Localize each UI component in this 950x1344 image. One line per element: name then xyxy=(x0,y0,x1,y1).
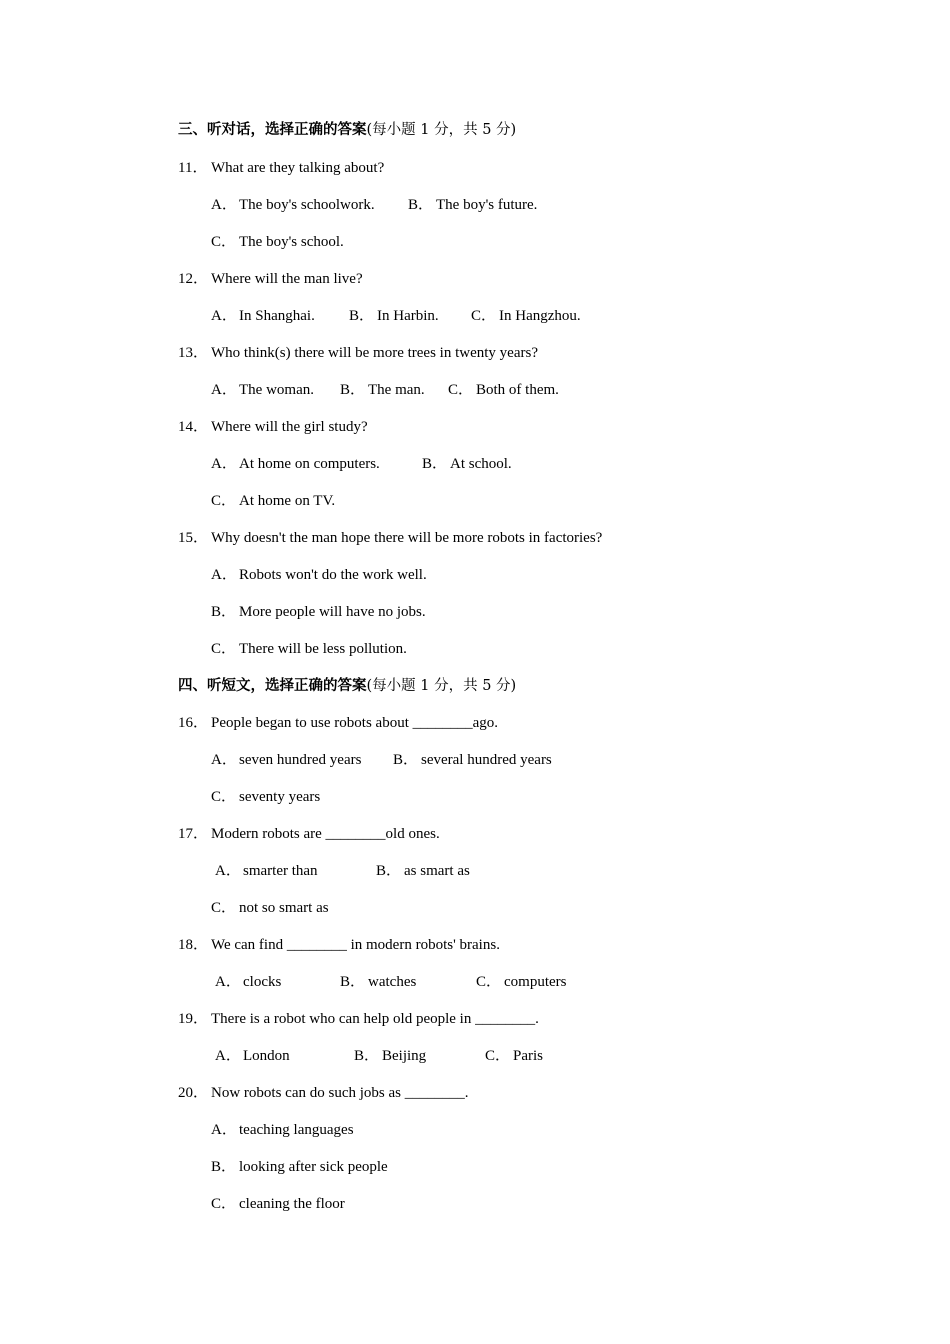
option-20-b[interactable] xyxy=(211,1157,388,1177)
option-letter: A． xyxy=(211,197,237,213)
question-11 xyxy=(178,158,384,178)
option-text: At home on TV. xyxy=(239,493,336,509)
option-text: computers xyxy=(504,974,567,990)
option-text: In Shanghai. xyxy=(239,308,315,324)
option-12-b[interactable] xyxy=(349,306,439,326)
option-16-a[interactable] xyxy=(211,750,361,770)
option-18-a[interactable] xyxy=(215,972,281,992)
question-number: 14． xyxy=(178,419,209,435)
option-letter: A． xyxy=(211,752,237,768)
option-16-c[interactable] xyxy=(211,787,320,807)
question-number: 15． xyxy=(178,530,209,546)
option-12-c[interactable] xyxy=(471,306,581,326)
option-text: smarter than xyxy=(243,863,318,879)
question-20 xyxy=(178,1083,468,1103)
option-18-b[interactable] xyxy=(340,972,416,992)
question-13 xyxy=(178,343,538,363)
question-number: 20． xyxy=(178,1085,209,1101)
option-text: cleaning the floor xyxy=(239,1196,345,1212)
question-text: Modern robots are ________old ones. xyxy=(211,826,440,842)
option-text: several hundred years xyxy=(421,752,552,768)
question-number: 19． xyxy=(178,1011,209,1027)
option-letter: A． xyxy=(215,974,241,990)
question-number: 11． xyxy=(178,160,208,176)
option-text: The man. xyxy=(368,382,425,398)
option-text: There will be less pollution. xyxy=(239,641,407,657)
option-12-a[interactable] xyxy=(211,306,315,326)
option-text: Beijing xyxy=(382,1048,427,1064)
question-14 xyxy=(178,417,368,437)
option-14-b[interactable] xyxy=(422,454,512,474)
option-letter: C． xyxy=(211,493,237,509)
option-20-c[interactable] xyxy=(211,1194,345,1214)
option-text: The woman. xyxy=(239,382,314,398)
option-letter: A． xyxy=(211,1122,237,1138)
option-text: seventy years xyxy=(239,789,321,805)
question-text: People began to use robots about ________ago. xyxy=(211,715,499,731)
option-15-a[interactable] xyxy=(211,565,427,585)
option-text: Both of them. xyxy=(476,382,559,398)
option-19-a[interactable] xyxy=(215,1046,290,1066)
option-text: The boy's school. xyxy=(239,234,344,250)
option-18-c[interactable] xyxy=(476,972,566,992)
option-letter: B． xyxy=(211,1159,237,1175)
question-text: What are they talking about? xyxy=(211,160,385,176)
option-letter: C． xyxy=(476,974,502,990)
option-14-c[interactable] xyxy=(211,491,335,511)
option-11-c[interactable] xyxy=(211,232,344,252)
option-text: At home on computers. xyxy=(239,456,380,472)
option-11-a[interactable] xyxy=(211,195,375,215)
option-text: The boy's schoolwork. xyxy=(239,197,375,213)
option-19-b[interactable] xyxy=(354,1046,426,1066)
question-text: Now robots can do such jobs as ________. xyxy=(211,1085,469,1101)
option-text: seven hundred years xyxy=(239,752,362,768)
option-letter: C． xyxy=(485,1048,511,1064)
section-title-note: (每小题 1 分，共 5 分) xyxy=(366,122,517,138)
option-text: teaching languages xyxy=(239,1122,354,1138)
option-text: London xyxy=(243,1048,290,1064)
section-title-bold: 四、听短文，选择正确的答案 xyxy=(178,678,367,694)
question-number: 12． xyxy=(178,271,209,287)
option-15-c[interactable] xyxy=(211,639,407,659)
option-letter: B． xyxy=(340,974,366,990)
option-letter: C． xyxy=(211,234,237,250)
option-text: not so smart as xyxy=(239,900,329,916)
option-letter: B． xyxy=(340,382,366,398)
section-title-listening-passage xyxy=(178,676,516,696)
option-13-a[interactable] xyxy=(211,380,314,400)
option-letter: C． xyxy=(471,308,497,324)
option-14-a[interactable] xyxy=(211,454,380,474)
option-17-b[interactable] xyxy=(376,861,470,881)
option-20-a[interactable] xyxy=(211,1120,354,1140)
question-text: Who think(s) there will be more trees in twenty years? xyxy=(211,345,538,361)
option-text: Paris xyxy=(513,1048,543,1064)
option-letter: C． xyxy=(211,641,237,657)
option-letter: B． xyxy=(376,863,402,879)
question-text: There is a robot who can help old people in ________. xyxy=(211,1011,539,1027)
option-13-b[interactable] xyxy=(340,380,425,400)
question-12 xyxy=(178,269,363,289)
question-17 xyxy=(178,824,440,844)
option-letter: B． xyxy=(354,1048,380,1064)
option-letter: A． xyxy=(215,1048,241,1064)
option-letter: A． xyxy=(211,567,237,583)
question-16 xyxy=(178,713,498,733)
option-text: In Harbin. xyxy=(377,308,439,324)
section-title-listening-dialogues xyxy=(178,120,516,140)
question-18 xyxy=(178,935,500,955)
option-letter: B． xyxy=(211,604,237,620)
question-number: 13． xyxy=(178,345,209,361)
option-text: More people will have no jobs. xyxy=(239,604,426,620)
option-text: At school. xyxy=(450,456,512,472)
option-letter: B． xyxy=(349,308,375,324)
option-text: clocks xyxy=(243,974,282,990)
option-letter: A． xyxy=(211,382,237,398)
option-13-c[interactable] xyxy=(448,380,559,400)
option-letter: B． xyxy=(393,752,419,768)
option-15-b[interactable] xyxy=(211,602,426,622)
option-letter: A． xyxy=(215,863,241,879)
question-15 xyxy=(178,528,602,548)
option-letter: A． xyxy=(211,308,237,324)
option-text: Robots won't do the work well. xyxy=(239,567,427,583)
option-11-b[interactable] xyxy=(408,195,537,215)
option-letter: C． xyxy=(211,789,237,805)
question-number: 16． xyxy=(178,715,209,731)
section-title-bold: 三、听对话，选择正确的答案 xyxy=(178,122,367,138)
option-text: as smart as xyxy=(404,863,470,879)
question-text: Why doesn't the man hope there will be more robots in factories? xyxy=(211,530,603,546)
option-text: looking after sick people xyxy=(239,1159,388,1175)
option-17-c[interactable] xyxy=(211,898,329,918)
option-letter: A． xyxy=(211,456,237,472)
section-title-note: (每小题 1 分，共 5 分) xyxy=(366,678,517,694)
option-text: The boy's future. xyxy=(436,197,538,213)
question-number: 17． xyxy=(178,826,209,842)
question-text: We can find ________ in modern robots' brains. xyxy=(211,937,500,953)
option-text: watches xyxy=(368,974,417,990)
option-16-b[interactable] xyxy=(393,750,552,770)
question-19 xyxy=(178,1009,539,1029)
option-letter: C． xyxy=(211,900,237,916)
question-text: Where will the girl study? xyxy=(211,419,368,435)
option-19-c[interactable] xyxy=(485,1046,543,1066)
option-17-a[interactable] xyxy=(215,861,318,881)
option-letter: C． xyxy=(211,1196,237,1212)
option-text: In Hangzhou. xyxy=(499,308,581,324)
option-letter: C． xyxy=(448,382,474,398)
option-letter: B． xyxy=(422,456,448,472)
question-number: 18． xyxy=(178,937,209,953)
question-text: Where will the man live? xyxy=(211,271,363,287)
option-letter: B． xyxy=(408,197,434,213)
